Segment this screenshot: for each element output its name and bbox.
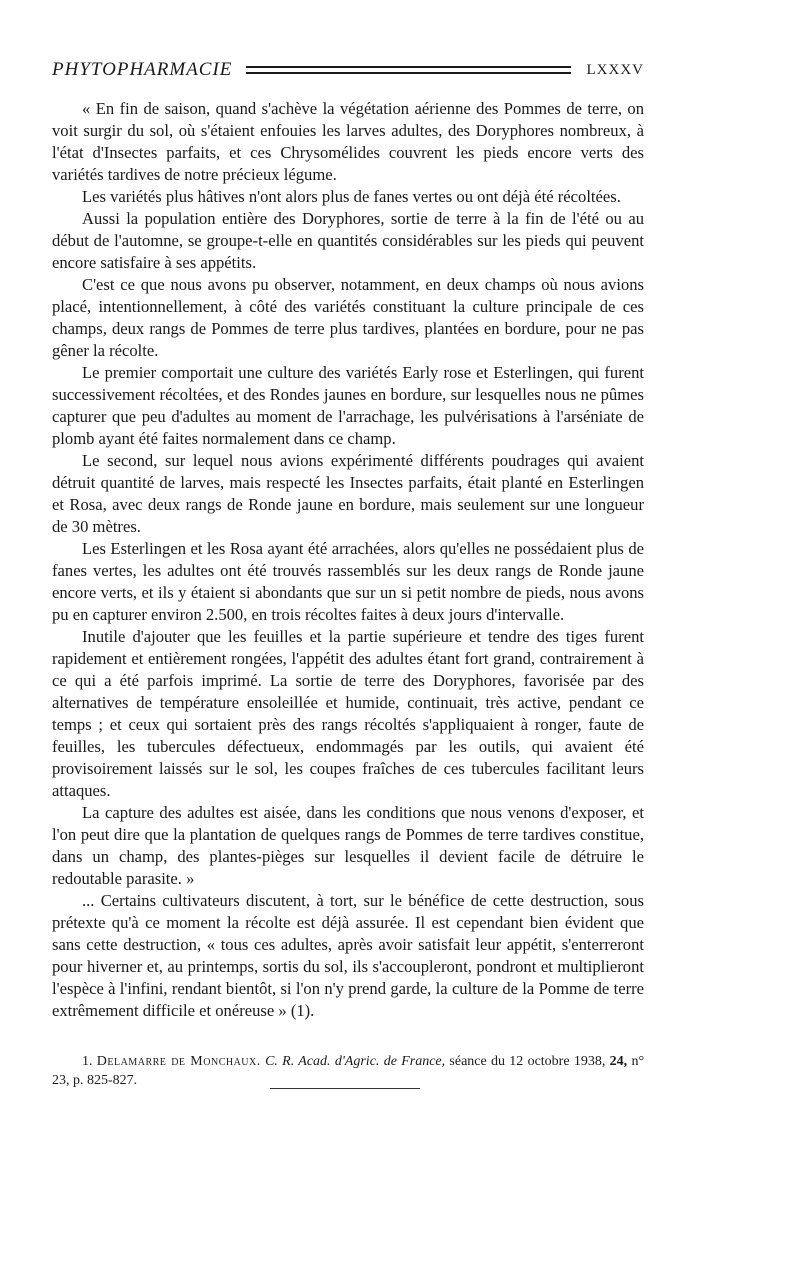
page-number: LXXXV [586,61,644,78]
footnote-issue-pages: n° 23, p. 825-827. [52,1054,645,1088]
footnote-details: séance du 12 octobre 1938, [449,1054,606,1069]
paragraph: Inutile d'ajouter que les feuilles et la partie supérieure et tendre des tiges furent rapidement et entièrement rongées, l'appétit des adultes étant fort grand, contrairement à ce qui a été parfois imprimé. La sortie de terre des Doryphores, favorisée par des alternatives de température ensoleillée et humide, continuait, très active, pendant ce temps ; et ceux qui sortaient près des rangs récoltés s'appliquaient à ronger, faute de feuilles, les tubercules défectueux, endommagés par les outils, qui avaient été provisoirement laissés sur le sol, les coupes fraîches de ces tubercules facilitant leurs attaques. [52,627,644,800]
body-text [52,98,644,1022]
footnote-author: Delamarre de Monchaux. [96,1054,261,1069]
paragraph: Aussi la population entière des Doryphores, sortie de terre à la fin de l'été ou au début de l'automne, se groupe-t-elle en quantités considérables sur les pieds qui peuvent encore satisfaire à ses appétits. [52,209,644,272]
paragraph: Le premier comportait une culture des variétés Early rose et Esterlingen, qui furent successivement récoltées, et des Rondes jaunes en bordure, sur lesquelles nous ne pûmes capturer que peu d'adultes au moment de l'arrachage, les pulvérisations à l'arséniate de plomb ayant été faites normalement dans ce champ. [52,363,644,448]
paragraph: Le second, sur lequel nous avions expérimenté différents poudrages qui avaient détruit quantité de larves, mais respecté les Insectes parfaits, était planté en Esterlingen et Rosa, avec deux rangs de Ronde jaune en bordure, mais seulement sur une longueur de 30 mètres. [52,451,644,536]
running-header [52,56,644,84]
running-title: PHYTOPHARMACIE [52,59,233,80]
paragraph: La capture des adultes est aisée, dans les conditions que nous venons d'exposer, et l'on peut dire que la plantation de quelques rangs de Pommes de terre tardives constitue, dans un champ, des plantes-pièges sur lesquelles il devient facile de détruire le redoutable parasite. » [52,803,644,888]
paragraph: Les Esterlingen et les Rosa ayant été arrachées, alors qu'elles ne possédaient plus de fanes vertes, les adultes ont été trouvés rassemblés sur les deux rangs de Ronde jaune encore verts, et ils y étaient si abondants que sur un si petit nombre de pieds, nous avons pu en capturer environ 2.500, en trois récoltes faites à deux jours d'intervalle. [52,539,644,624]
footnote-source: C. R. Acad. d'Agric. de France, [265,1054,446,1069]
header-double-rule [246,66,570,74]
paragraph: C'est ce que nous avons pu observer, notamment, en deux champs où nous avions placé, intentionnellement, à côté des variétés constituant la culture principale de ces champs, deux rangs de Pommes de terre plus tardives, plantées en bordure, pour ne pas gêner la récolte. [52,275,644,360]
footnote-volume: 24, [609,1054,628,1069]
paragraph: ... Certains cultivateurs discutent, à tort, sur le bénéfice de cette destruction, sous prétexte qu'à ce moment la récolte est déjà assurée. Il est cependant bien évident que sans cette destruction, « tous ces adultes, après avoir satisfait leur appétit, s'enterreront pour hiverner et, au printemps, sortis du sol, ils s'accoupleront, pondront et multiplieront l'espèce à l'infini, rendant bientôt, si l'on n'y prend garde, la culture de la Pomme de terre extrêmement difficile et onéreuse » (1). [52,891,644,1020]
end-rule [270,1088,420,1089]
footnote [52,1052,644,1090]
document-page [52,56,644,1090]
paragraph: « En fin de saison, quand s'achève la végétation aérienne des Pommes de terre, on voit surgir du sol, où s'étaient enfouies les larves adultes, des Doryphores nombreux, à l'état d'Insectes parfaits, et ces Chrysomélides couvrent les pieds encore verts des variétés tardives de notre précieux légume. [52,99,644,184]
paragraph: Les variétés plus hâtives n'ont alors plus de fanes vertes ou ont déjà été récoltées. [82,187,621,206]
footnote-number: 1. [82,1054,93,1069]
